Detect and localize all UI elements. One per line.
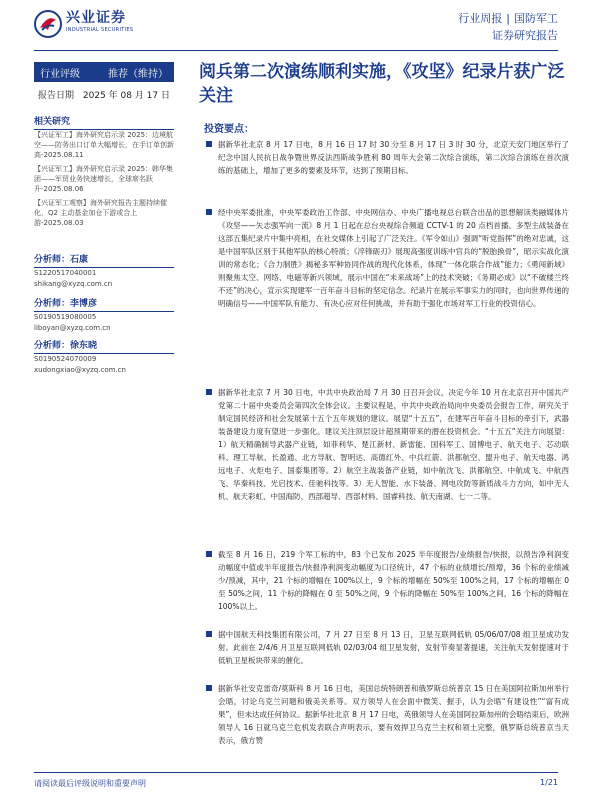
key-point-text: 截至 8 月 16 日，219 个军工标的中，83 个已发布 2025 半年度报告/业绩报告/快报，以预告净利润变动幅度中值或半年度报告/快报净利润变动幅度为口径统计，47 个标的业绩增长/预增，36 个标的业绩减少/预减，其中，21 个标的增幅在 100%以上，9 个标的增幅在 50%至 100%之间，17 个标的增幅在 0 至 50%之间，11 个标的降幅在 0 至 50%之间，9 个标的降幅在 50%至 100%之间，16 个标的降幅在 100%以上。 <box>218 550 569 611</box>
bullet-marker-icon <box>206 551 212 557</box>
analyst-role: 分析师： <box>34 299 71 309</box>
key-point-text: 据中国航天科技集团有限公司，7 月 27 日至 8 月 13 日，卫星互联网低轨 05/06/07/08 组卫星成功发射。此前在 2/4/6 月卫星互联网低轨 02/03/04 组卫星发射，发射节奏显著提速，关注航天发射提速对于低轨卫星板块带来的催化。 <box>218 630 569 665</box>
analyst-cert-id: S0190524070009 <box>34 355 97 363</box>
rating-label: 行业评级 <box>40 68 80 80</box>
key-point-paragraph <box>204 386 569 503</box>
department-name: 证券研究报告 <box>492 29 558 42</box>
report-header <box>0 0 600 50</box>
sector-name: 国防军工 <box>514 12 558 25</box>
key-point-paragraph <box>204 206 569 310</box>
related-research-list <box>34 130 174 232</box>
analyst-cert-id: S0190519080005 <box>34 313 97 321</box>
analyst-email[interactable]: shikang@xyzq.com.cn <box>34 280 113 288</box>
page-number: 1/21 <box>540 778 558 787</box>
key-point-paragraph <box>204 682 569 766</box>
key-point-paragraph <box>204 138 569 177</box>
bullet-marker-icon <box>206 631 212 637</box>
key-point-text: 据新华社安克雷奇/莫斯科 8 月 16 日电，美国总统特朗普和俄罗斯总统普京 15 日在美国阿拉斯加州举行会晤，讨论乌克兰问题和俄美关系等。双方领导人在会面中微笑、握手，认为会晤“有建设性”“富有成果”，但未达成任何协议。据新华社北京 8 月 17 日电，英俄领导人在美国阿拉斯加州的会晤结束后，欧洲领导人 16 日就乌克兰危机发表联合声明表示，要有效捍卫乌克兰主权和领土完整，俄罗斯总统普京当天表示，俄方赞 <box>218 684 569 745</box>
related-research-title: 相关研究 <box>34 114 174 130</box>
key-point-text: 据新华社北京 7 月 30 日电，中共中央政治局 7 月 30 日召开会议，决定今年 10 月在北京召开中国共产党第二十届中央委员会第四次全体会议。主要议程是，中共中央政治局向中央委员会报告工作，研究关于制定国民经济和社会发展第十五个五年规划的建议。展望“十五五”，在建军百年奋斗目标的牵引下，武器装备建设力度有望进一步强化。建议关注顶层设计超预期带来的潜在投资机会。“十五五”关注方向展望：1）航天精确制导武器产业链，如菲利华、楚江新材、新雷能、国科军工、国博电子、航天电子、芯动联科、理工导航、长盈通、北方导航、智明达、高德红外、中兵红箭、洪都航空、盟升电子、航天电器、鸿远电子、火炬电子、国泰集团等。2）航空主战装备产业链，如中航沈飞、洪都航空、中航成飞、中航西飞、华秦科技、光启技术、佳驰科技等。3）无人智能、水下装备、网电攻防等新质战斗力方向，如中无人机、航天彩虹、中国海防、西部超导、西部材料、国睿科技、航天南湖、七一二等。 <box>218 388 569 501</box>
analyst-heading <box>34 252 174 268</box>
key-point-text: 据新华社北京 8 月 17 日电，8 月 16 日 17 时 30 分至 8 月 17 日 3 时 30 分，北京天安门地区举行了纪念中国人民抗日战争暨世界反法西斯战争胜利 80 周年大会第二次综合演练，第二次综合演练在首次演练的基础上，增加了更多的要素及环节，达到了预期目标。 <box>218 140 569 175</box>
report-date <box>34 88 174 101</box>
analyst-heading <box>34 296 174 312</box>
key-point-paragraph <box>204 628 569 667</box>
key-point-paragraph <box>204 548 569 613</box>
related-research-item[interactable]: 【兴证军工观察】海外研究报告主题持续催化，Q2 主动基金加仓下游或合上游-2025.08.03 <box>34 199 167 227</box>
footer-disclaimer[interactable]: 请阅读最后评级说明和重要声明 <box>34 779 146 788</box>
analyst-email[interactable]: liboyan@xyzq.com.cn <box>34 324 111 332</box>
bullet-marker-icon <box>206 209 212 215</box>
header-divider <box>34 50 558 51</box>
key-points-heading: 投资要点： <box>204 124 254 135</box>
analyst-email[interactable]: xudongxiao@xyzq.com.cn <box>34 366 126 374</box>
analyst-name: 李博彦 <box>70 299 98 309</box>
analyst-cert-id: S1220517040001 <box>34 269 97 277</box>
bullet-marker-icon <box>206 389 212 395</box>
analyst-info <box>34 268 174 290</box>
rating-value: 推荐（维持） <box>108 68 168 80</box>
date-label: 报告日期 <box>38 91 75 101</box>
analyst-name: 徐东晓 <box>70 341 98 351</box>
bullet-marker-icon <box>206 685 212 691</box>
analyst-role: 分析师： <box>34 341 71 351</box>
analyst-info <box>34 354 174 376</box>
footer-divider <box>34 772 558 773</box>
related-research-item[interactable]: 【兴证军工】海外研究启示录 2025：边境航空——防务出口订单大幅增长，在手订单创新高-2025.08.11 <box>34 131 174 159</box>
logo-chinese-name: 兴业证券 <box>66 10 126 26</box>
logo-emblem-icon <box>34 10 62 38</box>
report-title: 阅兵第二次演练顺利实施，《攻坚》纪录片获广泛关注 <box>199 62 565 106</box>
logo-english-name: INDUSTRIAL SECURITIES <box>66 27 134 33</box>
company-logo <box>34 10 133 38</box>
analyst-info <box>34 312 174 334</box>
bullet-marker-icon <box>206 141 212 147</box>
header-separator: | <box>506 12 510 25</box>
analyst-name: 石康 <box>70 255 89 265</box>
analyst-heading <box>34 338 174 354</box>
key-point-text: 经中央军委批准，中央军委政治工作部、中央网信办、中央广播电视总台联合出品的思想解读类融媒体片《攻坚——矢志强军向一流》8 月 1 日起在总台央视综合频道 CCTV-1 的 20 点档首播。多型主战装备在这部五集纪录片中集中亮相，在社交媒体上引起了广泛关注。《军令如山》强调“听党指挥”的绝对忠诚，这是中国军队区别于其他军队的核心特质；《淬锋砺刃》展现高强度训练中官兵的“脱胎换骨”，昭示实战化演训的常态化；《合力制胜》揭秘多军种协同作战的现代化体系，体现“一体化联合作战”能力；《勇闯新域》则聚焦太空、网络、电磁等新兴领域，展示中国在“未来战场”上的技术突破；《务期必成》以“不破楼兰终不还”的决心，宣示实现建军一百年奋斗目标的坚定信念。纪录片在展示军事实力的同时，也向世界传递的明确信号——中国军队有能力、有决心应对任何挑战，并有助于强化市场对军工行业的投资信心。 <box>218 208 569 308</box>
industry-rating-bar <box>34 62 174 82</box>
related-research-item[interactable]: 【兴证军工】海外研究启示录 2025：韩华集团——军贸业务快速增长，全球席名跃升-2025.08.06 <box>34 165 174 193</box>
report-type: 行业周报 <box>458 12 503 25</box>
date-value: 2025 年 08 月 17 日 <box>82 91 170 101</box>
analyst-role: 分析师： <box>34 255 71 265</box>
